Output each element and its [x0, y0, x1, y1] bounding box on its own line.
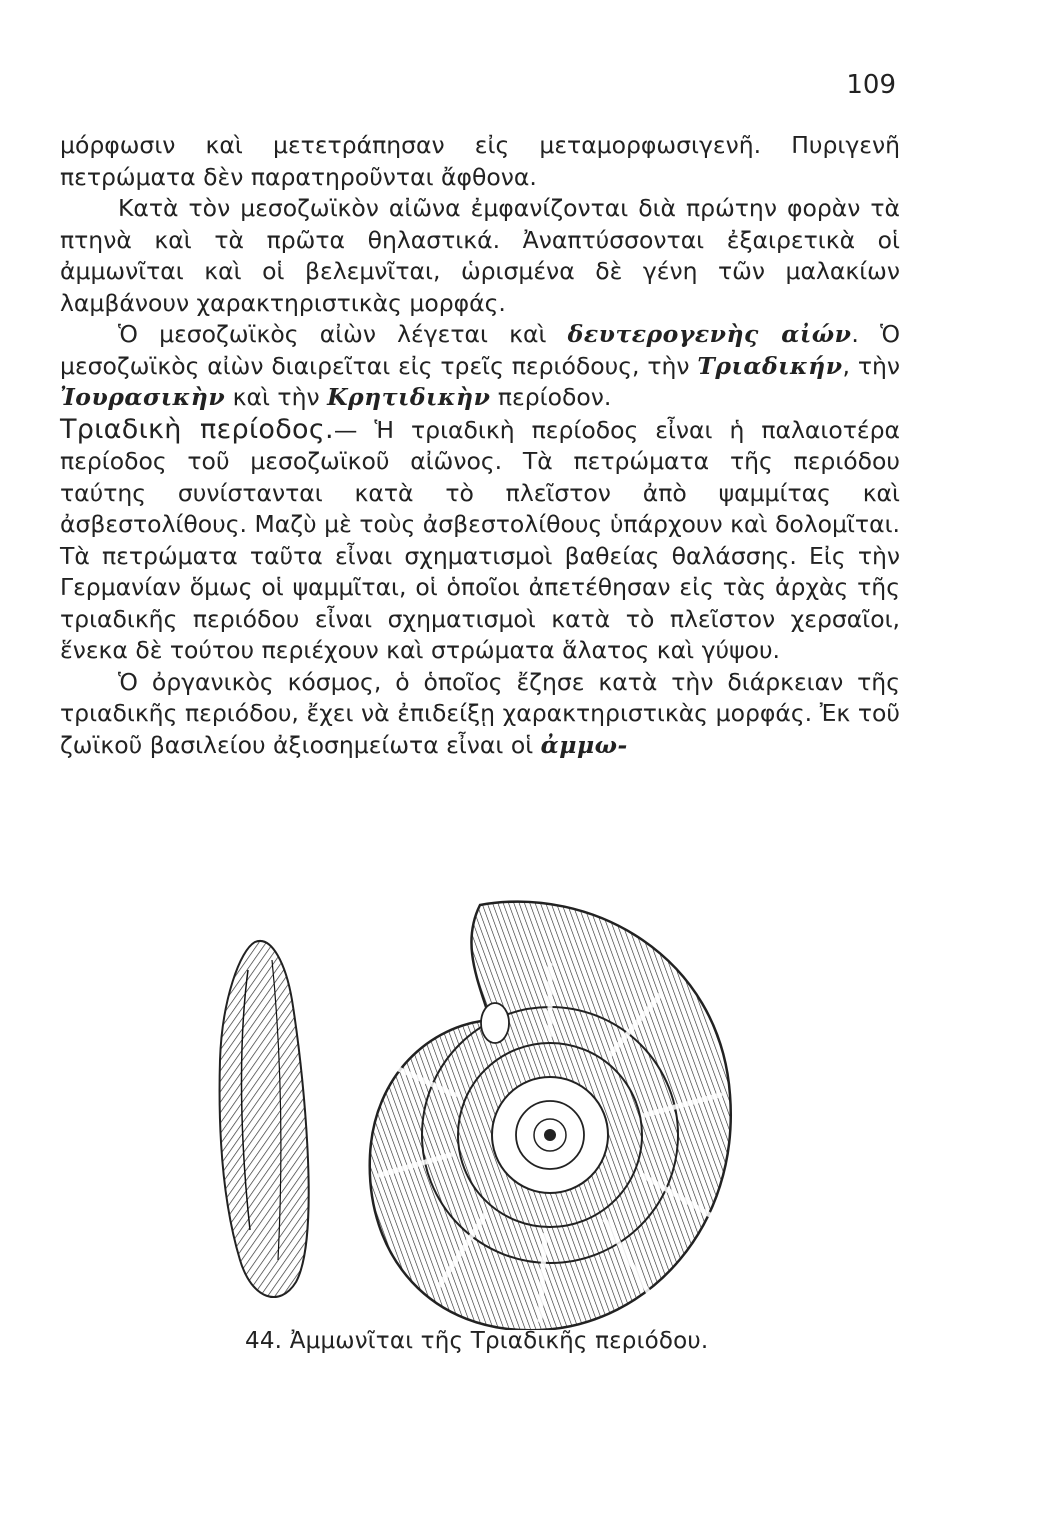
- term-ammonites: ἀμμω-: [540, 730, 628, 759]
- paragraph-2: Κατὰ τὸν μεσοζωϊκὸν αἰῶνα ἐμφανίζονται διὰ πρώτην φορὰν τὰ πτηνὰ καὶ τὰ πρῶτα θηλαστικά. Ἀναπτύσσονται ἐξαιρετικὰ οἱ ἀμμωνῖται καὶ οἱ βελεμνῖται, ὡρισμένα δὲ γένη τῶν μαλακίων λαμβάνουν χαρακτηριστικὰς μορφάς.: [60, 194, 900, 317]
- paragraph-3: [60, 319, 900, 414]
- fossil-illustration: [200, 890, 760, 1330]
- paragraph-4: [60, 414, 900, 667]
- term-iourasiki: Ἰουρασικὴν: [60, 383, 226, 411]
- figure-ammonites: [200, 890, 760, 1520]
- figure-caption: 44. Ἀμμωνῖται τῆς Τριαδικῆς περιόδου.: [245, 1328, 709, 1354]
- paragraph-3-text-a: Ὁ μεσοζωϊκὸς αἰὼν λέγεται καὶ: [118, 320, 568, 348]
- paragraph-3-text-d: καὶ τὴν: [225, 383, 328, 411]
- paragraph-4-body: — Ἡ τριαδικὴ περίοδος εἶναι ἡ παλαιοτέρα περίοδος τοῦ μεσοζωϊκοῦ αἰῶνος. Τὰ πετρώματα τῆς περιόδου ταύτης συνίστανται κατὰ τὸ πλεῖστον ἀπὸ ψαμμίτας καὶ ἀσβεστολίθους. Μαζὺ μὲ τοὺς ἀσβεστολίθους ὑπάρχουν καὶ δολομῖται. Τὰ πετρώματα ταῦτα εἶναι σχηματισμοὶ βαθείας θαλάσσης. Εἰς τὴν Γερμανίαν ὅμως οἱ ψαμμῖται, οἱ ὁποῖοι ἀπετέθησαν εἰς τὰς ἀρχὰς τῆς τριαδικῆς περιόδου εἶναι σχηματισμοὶ κατὰ τὸ πλεῖστον χερσαῖοι, ἕνεκα δὲ τούτου περιέχουν καὶ στρώματα ἅλατος καὶ γύψου.: [60, 415, 900, 664]
- paragraph-3-text-e: περίοδον.: [490, 383, 612, 411]
- term-deuterogenis-aion: δευτερογενὴς αἰών: [567, 320, 852, 348]
- belemnite-fossil: [220, 941, 309, 1297]
- paragraph-1: μόρφωσιν καὶ μετετράπησαν εἰς μεταμορφωσιγενῆ. Πυριγενῆ πετρώματα δὲν παρατηροῦνται ἄφθονα.: [60, 131, 900, 191]
- section-heading-triadiki: Τριαδικὴ περίοδος.: [60, 413, 334, 445]
- paragraph-5-text: Ὁ ὀργανικὸς κόσμος, ὁ ὁποῖος ἔζησε κατὰ τὴν διάρκειαν τῆς τριαδικῆς περιόδου, ἔχει νὰ ἐπιδείξῃ χαρακτηριστικὰς μορφάς. Ἐκ τοῦ ζωϊκοῦ βασιλείου ἀξιοσημείωτα εἶναι οἱ: [60, 667, 900, 759]
- body-text: [60, 130, 900, 761]
- term-triadiki: Τριαδικήν: [697, 351, 843, 380]
- page-number: 109: [846, 70, 896, 100]
- paragraph-3-text-c: , τὴν: [842, 351, 900, 380]
- paragraph-3-text-b: . Ὁ μεσοζωϊκὸς αἰὼν διαιρεῖται εἰς τρεῖς περιόδους, τὴν: [60, 320, 900, 380]
- term-kritidiki: Κρητιδικὴν: [327, 383, 491, 411]
- paragraph-5: [60, 667, 900, 762]
- ammonite-fossil: [370, 902, 731, 1330]
